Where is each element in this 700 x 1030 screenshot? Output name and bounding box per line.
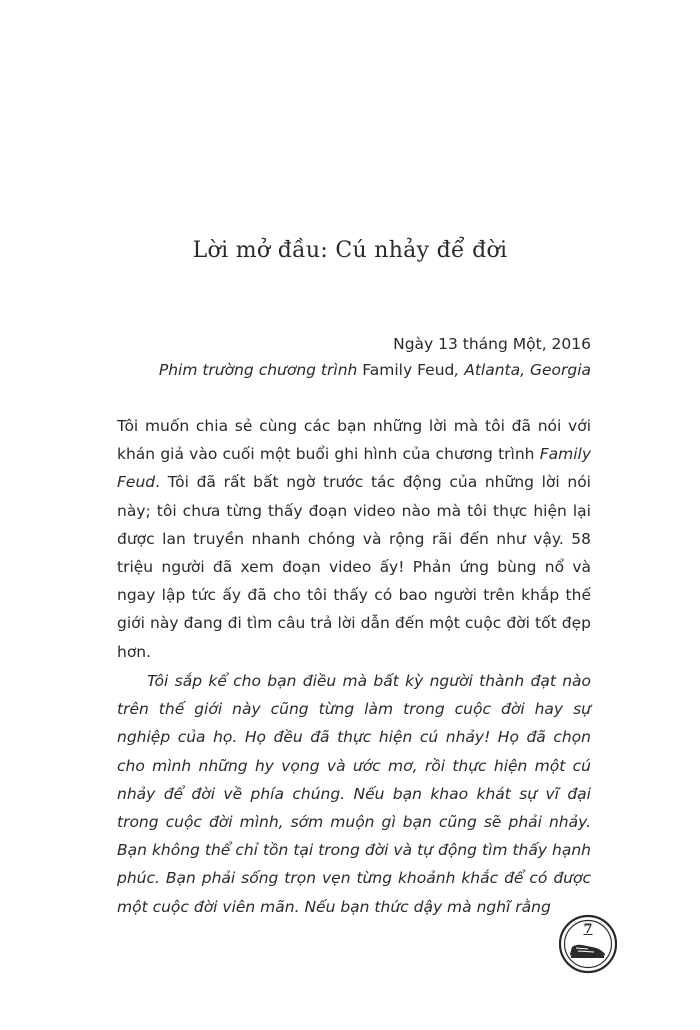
dateline-show-name: Family Feud xyxy=(362,361,455,379)
page-number: 7 xyxy=(583,922,593,937)
dateline-location-suffix: , Atlanta, Georgia xyxy=(454,361,591,379)
paragraph-speech: Tôi sắp kể cho bạn điều mà bất kỳ người thành đạt nào trên thế giới này cũng từng làm trong cuộc đời hay sự nghiệp của họ. Họ đều đã thực hiện cú nhảy! Họ đã chọn cho mình những hy vọng và ước mơ, rồi thực hiện một cú nhảy để đời về phía chúng. Nếu bạn khao khát sự vĩ đại trong cuộc đời mình, sớm muộn gì bạn cũng sẽ phải nhảy. Bạn không thể chỉ tồn tại trong đời và tự động tìm thấy hạnh phúc. Bạn phải sống trọn vẹn từng khoảnh khắc để có được một cuộc đời viên mãn. Nếu bạn thức dậy mà nghĩ rằng xyxy=(117,672,591,916)
dateline xyxy=(159,331,591,383)
paragraph-intro-part-a: Tôi muốn chia sẻ cùng các bạn những lời mà tôi đã nói với khán giả vào cuối một buổi ghi hình của chương trình xyxy=(117,417,591,464)
shoe-icon xyxy=(570,945,605,957)
paragraph-intro xyxy=(117,412,591,666)
chapter-title: Lời mở đầu: Cú nhảy để đời xyxy=(192,238,508,263)
dateline-location xyxy=(159,357,591,383)
paragraph-intro-show-name: Family Feud xyxy=(117,445,591,492)
dateline-location-prefix: Phim trường chương trình xyxy=(158,361,363,379)
dateline-date: Ngày 13 tháng Một, 2016 xyxy=(393,335,591,353)
paragraph-intro-part-b: . Tôi đã rất bất ngờ trước tác động của những lời nói này; tôi chưa từng thấy đoạn video nào mà tôi thực hiện lại được lan truyền nhanh chóng và rộng rãi đến như vậy. 58 triệu người đã xem đoạn video ấy! Phản ứng bùng nổ và ngay lập tức ấy đã cho tôi thấy có bao người trên khắp thế giới này đang đi tìm câu trả lời dẫn đến một cuộc đời tốt đẹp hơn. xyxy=(117,473,591,661)
